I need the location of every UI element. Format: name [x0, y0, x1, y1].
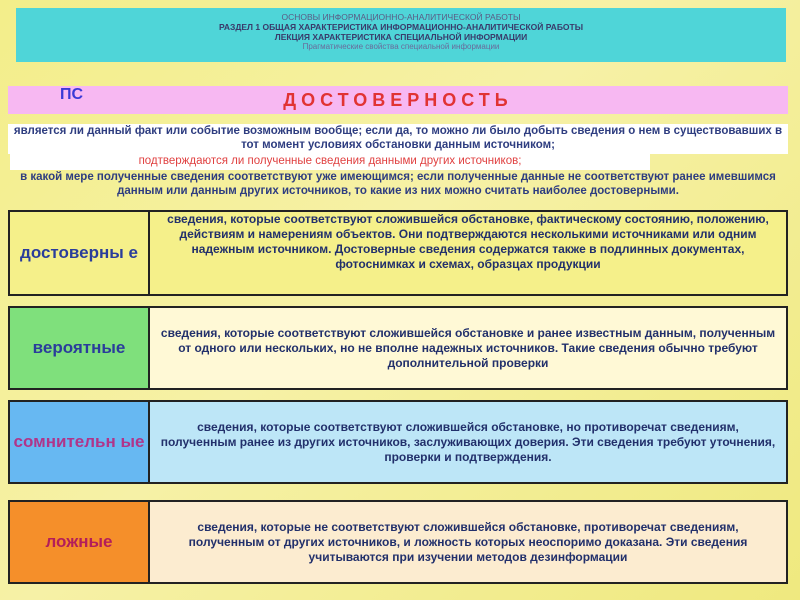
header-lecture: ЛЕКЦИЯ ХАРАКТЕРИСТИКА СПЕЦИАЛЬНОЙ ИНФОРМАЦИИ — [274, 32, 528, 42]
category-term: сомнительн ые — [10, 402, 150, 482]
category-description: сведения, которые соответствуют сложившейся обстановке и ранее известным данным, полученным от одного или нескольких, но не вполне надежных источников. Такие сведения обычно требуют дополнительной проверки — [150, 308, 786, 388]
header-section: РАЗДЕЛ 1 ОБЩАЯ ХАРАКТЕРИСТИКА ИНФОРМАЦИОННО-АНАЛИТИЧЕСКОЙ РАБОТЫ — [218, 22, 584, 32]
category-term: ложные — [10, 502, 150, 582]
category-term: достоверны е — [10, 212, 150, 294]
ps-label: ПС — [60, 86, 84, 103]
question-confirmation: подтверждаются ли полученные сведения данными других источников; — [10, 154, 650, 170]
header-course: ОСНОВЫ ИНФОРМАЦИОННО-АНАЛИТИЧЕСКОЙ РАБОТЫ — [281, 12, 521, 22]
category-row-doubtful — [8, 400, 788, 484]
header-topic: Прагматические свойства специальной информации — [302, 42, 500, 51]
slide-header — [16, 8, 786, 62]
category-row-reliable — [8, 210, 788, 296]
category-description: сведения, которые не соответствуют сложившейся обстановке, противоречат сведениям, полученным от других источников, и ложность которых неоспоримо доказана. Эти сведения учитываются при изучении методов дезинформации — [150, 502, 786, 582]
question-consistency: в какой мере полученные сведения соответствуют уже имеющимся; если полученные данные не соответствуют ранее имевшимся данным или данным других источников, то какие из них можно считать наиболее достоверными. — [20, 171, 776, 197]
page-title: ДОСТОВЕРНОСТЬ — [283, 90, 513, 110]
category-row-probable — [8, 306, 788, 390]
category-description: сведения, которые соответствуют сложившейся обстановке, фактическому состоянию, положению, действиям и намерениям объектов. Они подтверждаются несколькими источниками или одним надежным источником. Достоверные сведения содержатся также в подлинных документах, фотоснимках и схемах, образцах продукции — [167, 212, 769, 271]
category-row-false — [8, 500, 788, 584]
category-term: вероятные — [10, 308, 150, 388]
category-description: сведения, которые соответствуют сложившейся обстановке, но противоречат сведениям, полученным ранее из других источников, заслуживающих доверия. Эти сведения требуют уточнения, проверки и подтверждения. — [150, 402, 786, 482]
question-possibility: является ли данный факт или событие возможным вообще; если да, то можно ли было добыть сведения о нем в существовавших в тот момент условиях обстановки данным источником; — [8, 124, 788, 154]
